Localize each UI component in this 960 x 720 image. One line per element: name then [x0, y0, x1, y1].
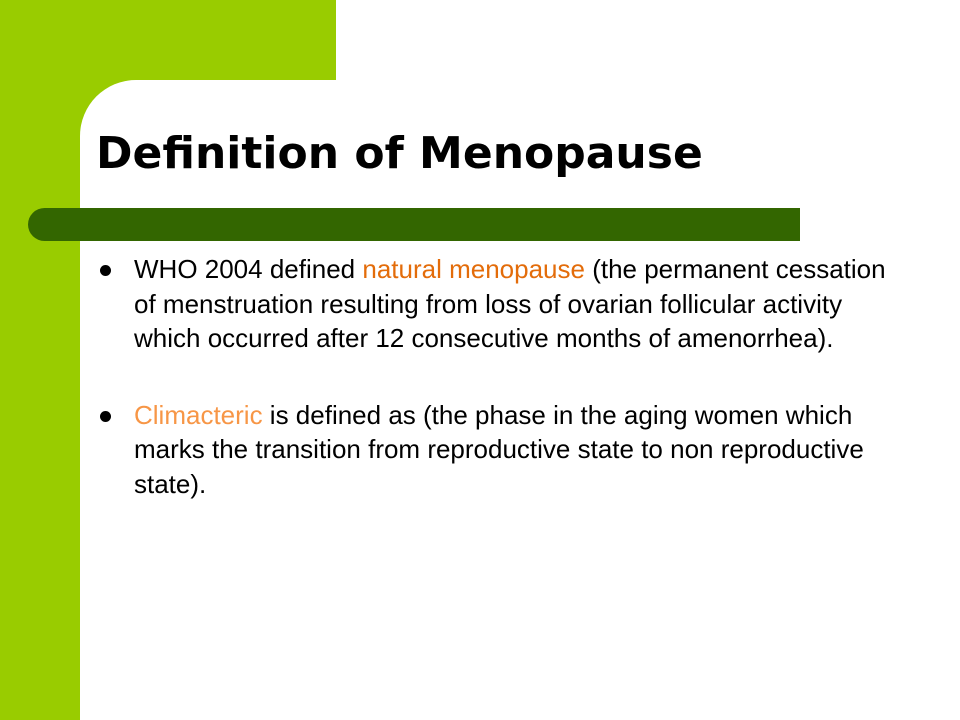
bullet-climacteric-definition [100, 398, 890, 502]
bullet-text-before: WHO 2004 defined [134, 254, 363, 284]
bullet-text-after: is defined as (the phase in the aging women which marks the transition from reproductive state to non reproductive state). [134, 399, 864, 499]
bullet-dot-icon [100, 265, 111, 276]
bullet-dot-icon [100, 411, 111, 422]
highlight-natural-menopause: natural menopause [362, 254, 585, 284]
bullet-list [100, 252, 890, 501]
title-underline-bar [28, 208, 800, 241]
highlight-climacteric: Climacteric [134, 399, 263, 430]
bullet-who-definition [100, 252, 890, 356]
bullet-text-after: (the permanent cessation of menstruation resulting from loss of ovarian follicular activity which occurred after 12 consecutive months of amenorrhea). [134, 254, 886, 353]
slide-title: Definition of Menopause [96, 128, 703, 179]
left-accent-strip [0, 80, 80, 720]
